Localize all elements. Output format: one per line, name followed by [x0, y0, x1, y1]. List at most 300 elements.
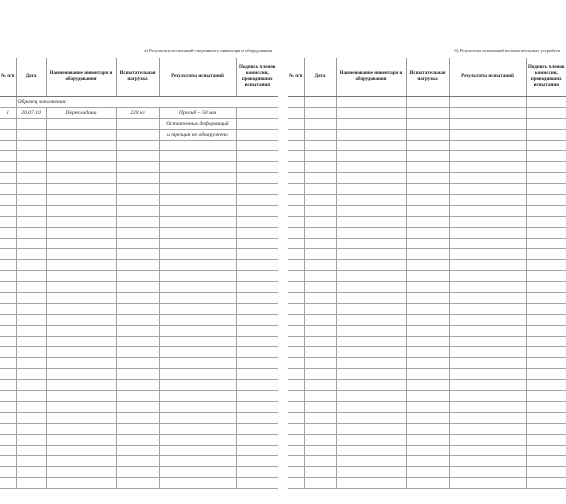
table-cell [236, 282, 278, 293]
table-cell [16, 467, 46, 478]
table-cell [236, 184, 278, 195]
table-cell [449, 467, 526, 478]
table-cell [46, 445, 116, 456]
table-cell [16, 140, 46, 151]
table-cell [304, 173, 336, 184]
table-cell [449, 347, 526, 358]
table-cell [159, 336, 236, 347]
table-cell [16, 249, 46, 260]
table-cell [16, 325, 46, 336]
table-cell [46, 227, 116, 238]
table-cell [46, 369, 116, 380]
table-cell [406, 445, 449, 456]
table-cell [304, 97, 336, 108]
table-cell [304, 151, 336, 162]
table-cell [406, 369, 449, 380]
table-cell [406, 151, 449, 162]
table-cell [304, 238, 336, 249]
table-row [288, 347, 566, 358]
table-cell [116, 260, 159, 271]
table-cell [406, 227, 449, 238]
table-cell [159, 260, 236, 271]
table-row [0, 227, 278, 238]
table-cell [336, 238, 406, 249]
table-row [288, 282, 566, 293]
table-row [288, 107, 566, 118]
table-row [0, 205, 278, 216]
table-cell [304, 293, 336, 304]
table-cell [0, 151, 16, 162]
table-cell [304, 358, 336, 369]
table-cell [526, 238, 566, 249]
table-cell [406, 107, 449, 118]
right-page [288, 0, 565, 504]
table-cell [526, 369, 566, 380]
table-cell [16, 282, 46, 293]
sample-label: Образец заполнения: [16, 97, 278, 108]
table-cell [236, 401, 278, 412]
table-cell [336, 303, 406, 314]
table-cell [159, 151, 236, 162]
table-cell [288, 456, 304, 467]
table-cell [0, 369, 16, 380]
table-row [288, 151, 566, 162]
table-cell [336, 184, 406, 195]
table-cell [16, 184, 46, 195]
table-cell [159, 401, 236, 412]
table-cell [16, 293, 46, 304]
table-cell [236, 423, 278, 434]
table-row [0, 478, 278, 489]
sample-cell-signature [236, 129, 278, 140]
table-cell [288, 107, 304, 118]
table-cell [336, 205, 406, 216]
table-cell [288, 412, 304, 423]
table-row [288, 195, 566, 206]
table-cell [46, 347, 116, 358]
table-cell [236, 249, 278, 260]
table-cell [406, 325, 449, 336]
table-row [0, 140, 278, 151]
sample-cell-item [46, 118, 116, 129]
table-row [288, 412, 566, 423]
table-cell [0, 260, 16, 271]
table-cell [304, 347, 336, 358]
table-row [288, 380, 566, 391]
table-cell [288, 445, 304, 456]
table-cell [116, 401, 159, 412]
table-cell [336, 412, 406, 423]
table-cell [304, 445, 336, 456]
table-cell [288, 358, 304, 369]
table-row [288, 456, 566, 467]
table-cell [0, 238, 16, 249]
table-row [0, 412, 278, 423]
table-cell [159, 434, 236, 445]
table-cell [288, 151, 304, 162]
table-cell [46, 303, 116, 314]
table-cell [0, 173, 16, 184]
table-cell [236, 478, 278, 489]
table-cell [304, 314, 336, 325]
table-row [288, 227, 566, 238]
table-cell [406, 97, 449, 108]
table-row [288, 271, 566, 282]
table-cell [336, 467, 406, 478]
table-cell [288, 282, 304, 293]
table-cell [116, 162, 159, 173]
table-row [0, 369, 278, 380]
table-cell [159, 195, 236, 206]
table-cell [526, 293, 566, 304]
table-row [0, 358, 278, 369]
table-cell [526, 118, 566, 129]
table-cell [449, 478, 526, 489]
table-cell [336, 151, 406, 162]
table-cell [16, 412, 46, 423]
table-cell [449, 293, 526, 304]
table-cell [16, 369, 46, 380]
table-cell [159, 412, 236, 423]
sample-cell-result: и трещин не обнаружено [159, 129, 236, 140]
table-cell [236, 445, 278, 456]
table-cell [46, 205, 116, 216]
table-cell [16, 205, 46, 216]
table-cell [0, 227, 16, 238]
table-cell [304, 478, 336, 489]
table-row [288, 216, 566, 227]
table-cell [288, 216, 304, 227]
table-cell [0, 140, 16, 151]
table-cell [116, 369, 159, 380]
table-cell [159, 303, 236, 314]
table-cell [288, 380, 304, 391]
table-cell [304, 391, 336, 402]
table-cell [116, 227, 159, 238]
table-cell [0, 347, 16, 358]
table-cell [449, 184, 526, 195]
table-cell [159, 478, 236, 489]
table-cell [0, 445, 16, 456]
table-cell [116, 151, 159, 162]
table-cell [449, 456, 526, 467]
table-cell [406, 347, 449, 358]
table-cell [116, 467, 159, 478]
table-cell [236, 434, 278, 445]
table-cell [116, 380, 159, 391]
sample-cell-num [0, 129, 16, 140]
table-cell [406, 205, 449, 216]
table-cell [406, 478, 449, 489]
table-cell [159, 391, 236, 402]
table-cell [0, 314, 16, 325]
table-cell [0, 434, 16, 445]
column-header-result: Результаты испытаний [449, 58, 526, 97]
table-cell [0, 380, 16, 391]
table-cell [449, 129, 526, 140]
table-cell [304, 336, 336, 347]
table-cell [336, 293, 406, 304]
table-cell [406, 260, 449, 271]
table-cell [0, 195, 16, 206]
table-cell [159, 314, 236, 325]
table-cell [304, 216, 336, 227]
table-cell [526, 358, 566, 369]
sample-cell-num: 1 [0, 107, 16, 118]
table-cell [288, 195, 304, 206]
left-table-body [0, 97, 278, 489]
table-cell [406, 118, 449, 129]
left-page-heading: а) Результаты испытаний спортивного инвентаря и оборудования [144, 48, 272, 53]
sample-cell-signature [236, 118, 278, 129]
table-row [288, 467, 566, 478]
table-cell [16, 151, 46, 162]
table-cell [116, 478, 159, 489]
table-cell [304, 369, 336, 380]
table-cell [449, 260, 526, 271]
sample-cell-result: Прогиб – 50 мм [159, 107, 236, 118]
table-cell [116, 282, 159, 293]
table-cell [116, 271, 159, 282]
column-header-result: Результаты испытаний [159, 58, 236, 97]
table-row [288, 162, 566, 173]
table-cell [0, 478, 16, 489]
sample-cell-item: Перекладина [46, 107, 116, 118]
table-cell [116, 205, 159, 216]
table-cell [46, 216, 116, 227]
table-cell [116, 445, 159, 456]
table-row [0, 151, 278, 162]
table-cell [526, 325, 566, 336]
table-cell [526, 151, 566, 162]
table-row [288, 205, 566, 216]
column-header-num: № п/п [288, 58, 304, 97]
table-cell [304, 467, 336, 478]
table-cell [526, 140, 566, 151]
column-header-item: Наименование инвентаря и оборудования [46, 58, 116, 97]
table-cell [526, 434, 566, 445]
table-cell [16, 227, 46, 238]
table-cell [449, 162, 526, 173]
table-row [288, 358, 566, 369]
table-cell [16, 336, 46, 347]
table-cell [304, 260, 336, 271]
table-row [0, 216, 278, 227]
table-cell [288, 118, 304, 129]
table-cell [526, 205, 566, 216]
column-header-item: Наименование инвентаря и оборудования [336, 58, 406, 97]
table-cell [526, 195, 566, 206]
table-cell [288, 401, 304, 412]
table-cell [116, 434, 159, 445]
table-row [288, 314, 566, 325]
table-cell [449, 314, 526, 325]
table-row [0, 325, 278, 336]
table-cell [159, 456, 236, 467]
table-cell [288, 260, 304, 271]
table-cell [16, 173, 46, 184]
table-cell [0, 391, 16, 402]
table-row [288, 97, 566, 108]
table-cell [336, 325, 406, 336]
table-cell [288, 303, 304, 314]
table-cell [288, 325, 304, 336]
table-cell [336, 162, 406, 173]
table-cell [304, 162, 336, 173]
table-cell [116, 184, 159, 195]
table-cell [304, 401, 336, 412]
table-row [288, 401, 566, 412]
table-cell [406, 249, 449, 260]
table-cell [336, 347, 406, 358]
column-header-load: Испытательная нагрузка [116, 58, 159, 97]
table-cell [16, 238, 46, 249]
sample-row [0, 129, 278, 140]
table-cell [336, 129, 406, 140]
table-row [288, 445, 566, 456]
table-cell [0, 205, 16, 216]
sample-cell-date [16, 118, 46, 129]
table-cell [526, 391, 566, 402]
table-row [288, 434, 566, 445]
table-cell [304, 456, 336, 467]
table-cell [336, 445, 406, 456]
table-cell [0, 303, 16, 314]
table-cell [159, 238, 236, 249]
table-cell [236, 260, 278, 271]
table-cell [116, 238, 159, 249]
table-cell [304, 118, 336, 129]
table-cell [449, 238, 526, 249]
right-test-results-table [288, 58, 566, 489]
table-cell [116, 412, 159, 423]
table-cell [526, 347, 566, 358]
table-row [288, 118, 566, 129]
table-row [0, 162, 278, 173]
table-cell [406, 140, 449, 151]
table-cell [288, 249, 304, 260]
table-cell [46, 478, 116, 489]
table-cell [304, 434, 336, 445]
table-cell [16, 314, 46, 325]
table-cell [526, 107, 566, 118]
table-row [0, 173, 278, 184]
table-cell [0, 467, 16, 478]
table-cell [526, 271, 566, 282]
table-cell [406, 467, 449, 478]
table-cell [526, 129, 566, 140]
table-cell [116, 347, 159, 358]
table-cell [236, 238, 278, 249]
table-cell [16, 380, 46, 391]
table-cell [46, 380, 116, 391]
table-cell [336, 271, 406, 282]
table-cell [236, 293, 278, 304]
table-cell [526, 445, 566, 456]
table-cell [336, 369, 406, 380]
table-cell [526, 282, 566, 293]
table-cell [116, 336, 159, 347]
table-cell [336, 358, 406, 369]
table-cell [236, 325, 278, 336]
table-row [288, 325, 566, 336]
table-cell [526, 478, 566, 489]
column-header-num: № п/п [0, 58, 16, 97]
table-cell [236, 173, 278, 184]
table-cell [159, 249, 236, 260]
table-cell [288, 238, 304, 249]
table-cell [406, 293, 449, 304]
table-cell [46, 238, 116, 249]
table-cell [46, 467, 116, 478]
table-cell [116, 173, 159, 184]
table-cell [406, 195, 449, 206]
table-cell [449, 205, 526, 216]
table-cell [304, 107, 336, 118]
table-cell [16, 162, 46, 173]
table-row [0, 282, 278, 293]
table-cell [236, 303, 278, 314]
table-cell [46, 260, 116, 271]
table-row [0, 260, 278, 271]
table-cell [288, 369, 304, 380]
table-cell [159, 467, 236, 478]
table-cell [116, 195, 159, 206]
table-cell [236, 216, 278, 227]
table-cell [159, 205, 236, 216]
table-cell [449, 107, 526, 118]
table-cell [16, 216, 46, 227]
table-cell [46, 271, 116, 282]
table-cell [46, 401, 116, 412]
sample-cell-load [116, 118, 159, 129]
table-cell [159, 271, 236, 282]
table-cell [159, 140, 236, 151]
column-header-date: Дата [16, 58, 46, 97]
left-page [0, 0, 278, 504]
table-cell [16, 423, 46, 434]
table-cell [236, 380, 278, 391]
table-cell [0, 401, 16, 412]
table-row [288, 369, 566, 380]
table-row [0, 401, 278, 412]
table-cell [236, 140, 278, 151]
table-cell [336, 118, 406, 129]
table-cell [46, 336, 116, 347]
table-cell [46, 249, 116, 260]
table-cell [16, 478, 46, 489]
table-cell [406, 380, 449, 391]
table-cell [288, 184, 304, 195]
table-cell [236, 227, 278, 238]
table-cell [406, 216, 449, 227]
table-cell [236, 151, 278, 162]
table-row [0, 456, 278, 467]
table-cell [304, 195, 336, 206]
table-cell [304, 184, 336, 195]
table-cell [406, 358, 449, 369]
table-cell [16, 260, 46, 271]
table-cell [304, 412, 336, 423]
table-row [288, 129, 566, 140]
table-cell [526, 173, 566, 184]
table-cell [116, 423, 159, 434]
table-cell [0, 325, 16, 336]
table-cell [116, 358, 159, 369]
table-cell [406, 238, 449, 249]
table-cell [336, 314, 406, 325]
table-cell [0, 456, 16, 467]
